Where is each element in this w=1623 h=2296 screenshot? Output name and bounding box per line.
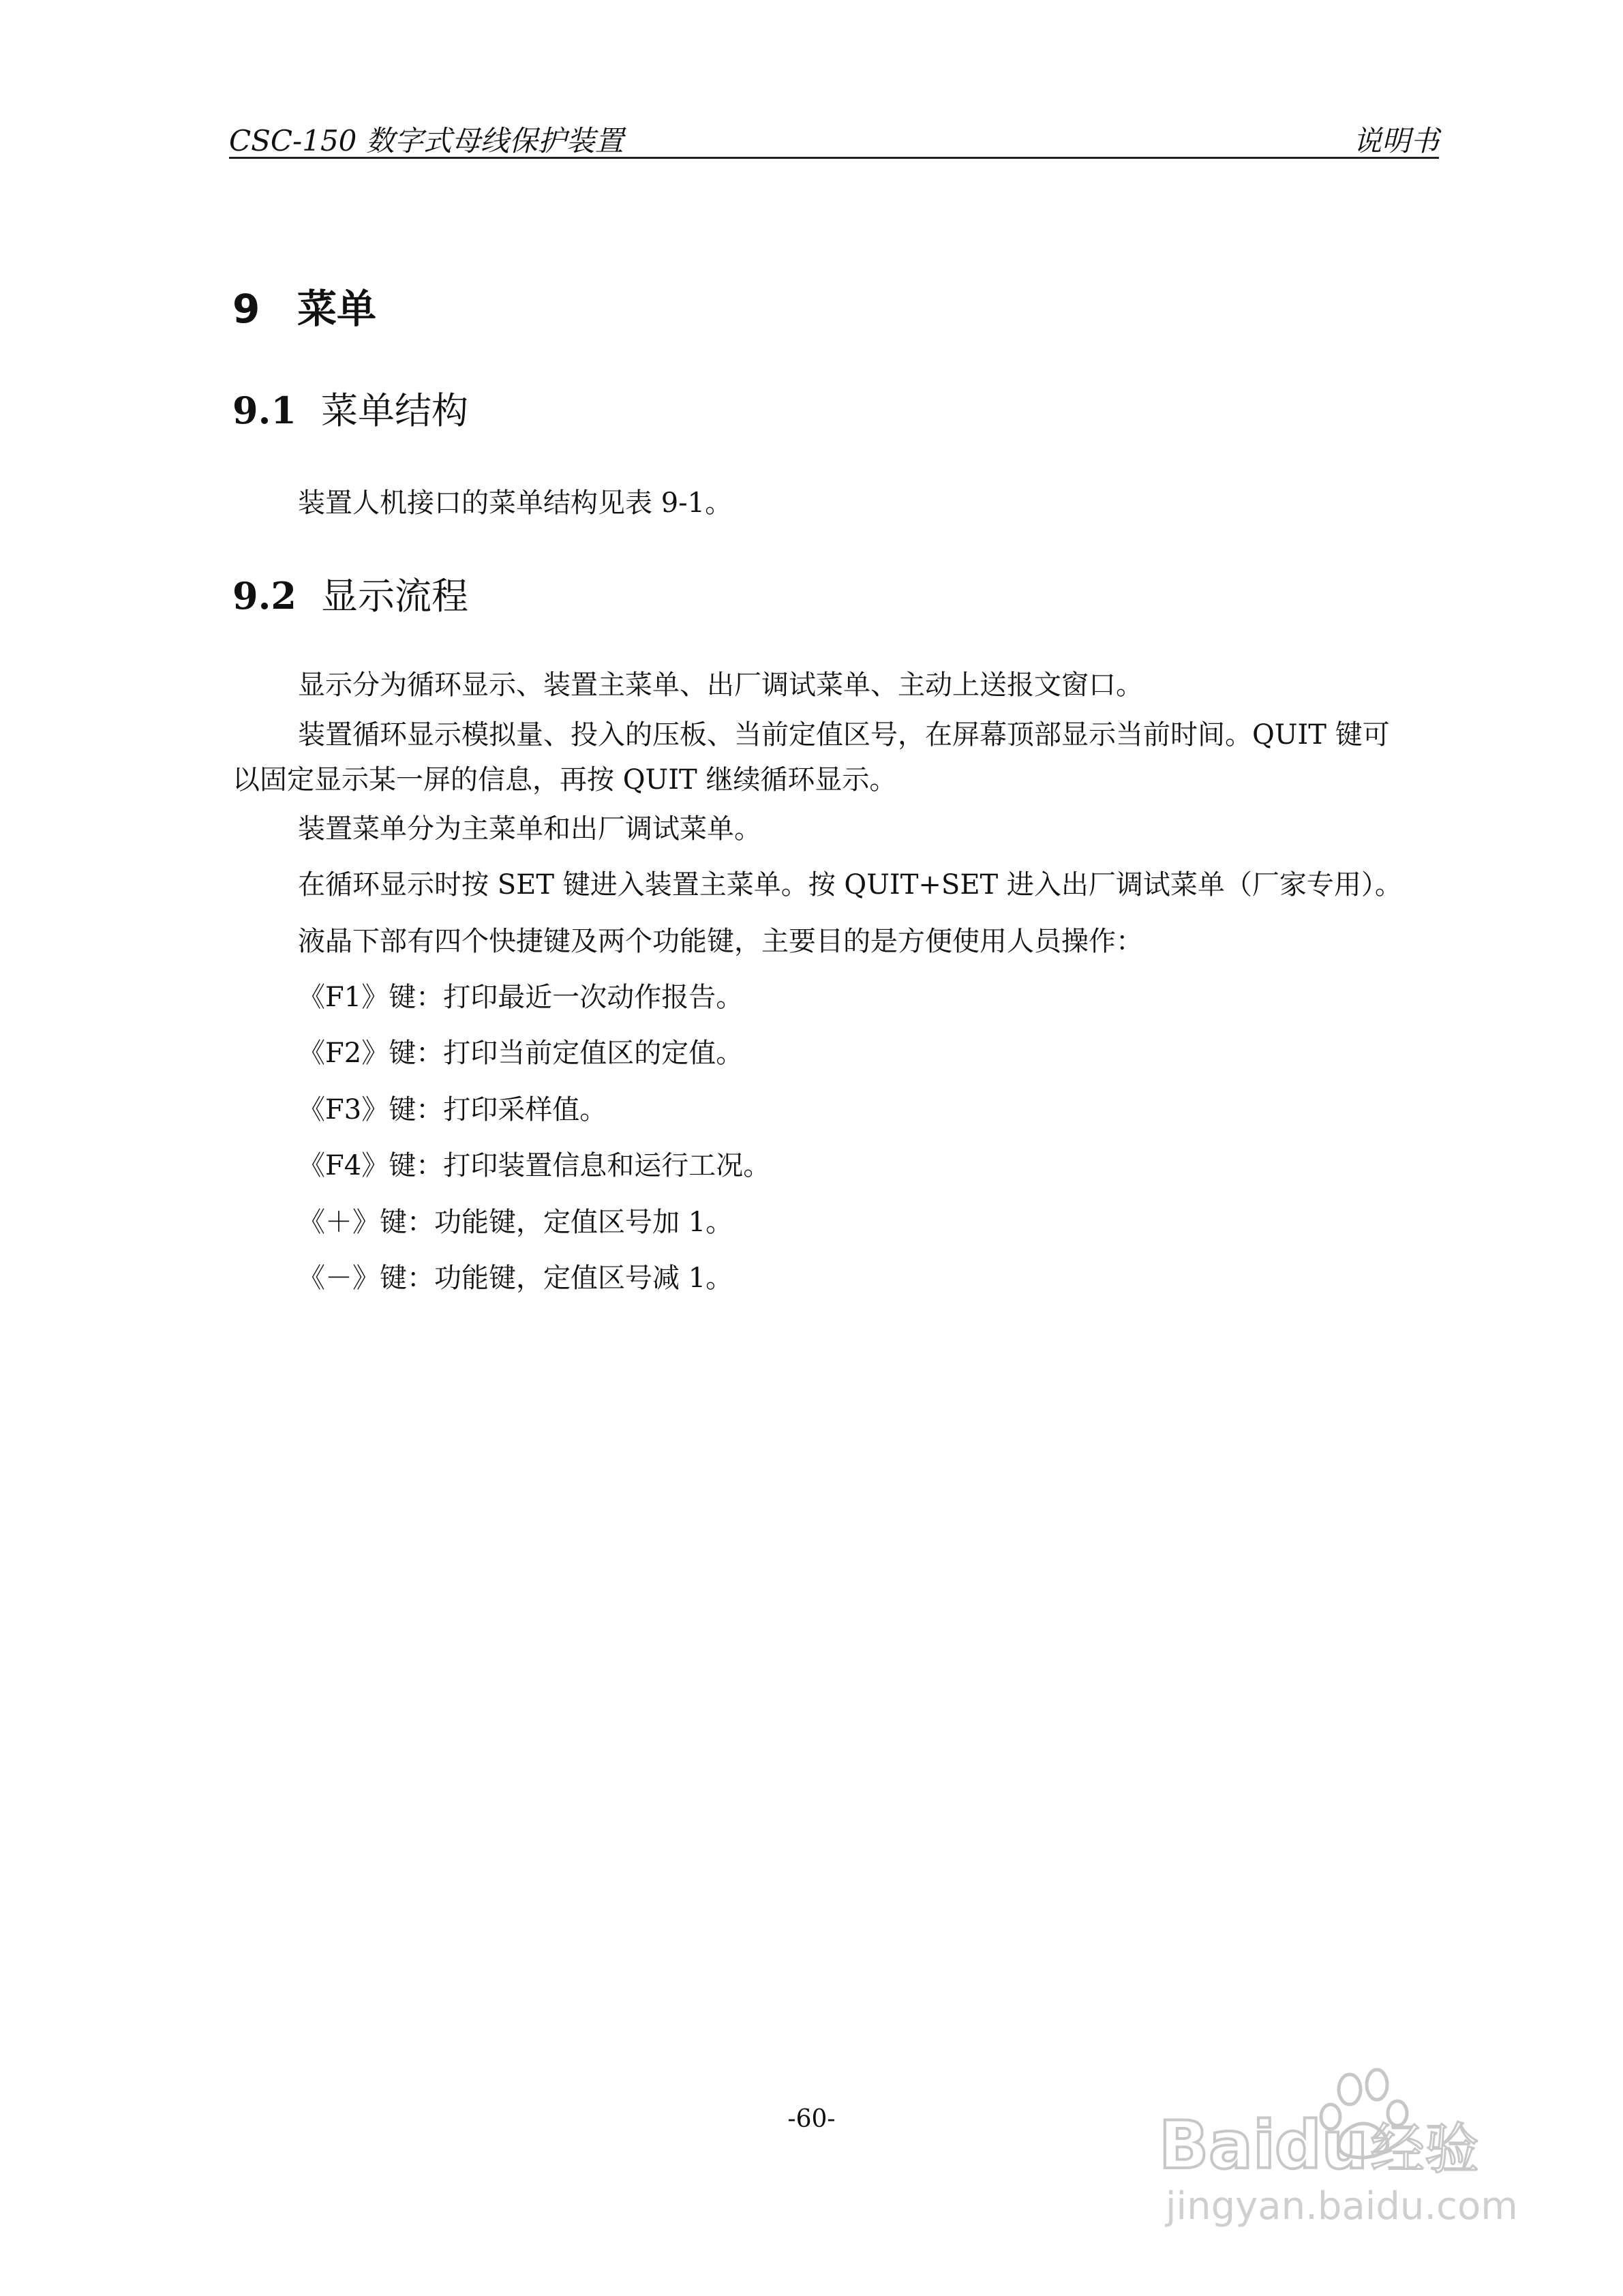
svg-text:经验: 经验 xyxy=(1370,2117,1479,2181)
key-description-f2: 《F2》键：打印当前定值区的定值。 xyxy=(298,1038,744,1069)
subsection-number: 9.2 xyxy=(232,574,297,618)
subsection-title: 显示流程 xyxy=(321,575,468,618)
paragraph: 在循环显示时按 SET 键进入装置主菜单。按 QUIT+SET 进入出厂调试菜单（厂家专用）。 xyxy=(298,869,1402,901)
paragraph-line: 以固定显示某一屏的信息，再按 QUIT 继续循环显示。 xyxy=(232,764,897,796)
subsection-title: 菜单结构 xyxy=(321,389,468,432)
svg-text:Bai: Bai xyxy=(1159,2107,1275,2184)
section-title: 菜单 xyxy=(297,286,377,332)
svg-text:jingyan.baidu.com: jingyan.baidu.com xyxy=(1166,2184,1518,2229)
section-number: 9 xyxy=(232,286,260,332)
paragraph: 液晶下部有四个快捷键及两个功能键，主要目的是方便使用人员操作： xyxy=(298,926,1143,957)
header-manual-label: 说明书 xyxy=(1352,124,1439,157)
baidu-watermark-logo xyxy=(1152,2066,1534,2229)
paragraph: 显示分为循环显示、装置主菜单、出厂调试菜单、主动上送报文窗口。 xyxy=(298,669,1143,701)
key-description-plus: 《＋》键：功能键，定值区号加 1。 xyxy=(298,1207,733,1238)
page-number: -60- xyxy=(787,2105,836,2133)
key-description-f4: 《F4》键：打印装置信息和运行工况。 xyxy=(298,1150,771,1181)
key-description-minus: 《－》键：功能键，定值区号减 1。 xyxy=(298,1263,733,1294)
page-header xyxy=(229,115,1439,159)
header-document-title: CSC-150 数字式母线保护装置 xyxy=(229,124,624,157)
svg-text:du: du xyxy=(1275,2107,1369,2184)
paragraph xyxy=(232,712,1439,802)
subsection-heading-9-2 xyxy=(232,567,468,620)
subsection-number: 9.1 xyxy=(232,389,297,432)
paragraph-line: 装置循环显示模拟量、投入的压板、当前定值区号，在屏幕顶部显示当前时间。QUIT 键可 xyxy=(298,719,1390,751)
section-heading xyxy=(232,277,376,334)
key-description-f1: 《F1》键：打印最近一次动作报告。 xyxy=(298,982,744,1013)
paragraph: 装置菜单分为主菜单和出厂调试菜单。 xyxy=(298,813,761,845)
key-description-f3: 《F3》键：打印采样值。 xyxy=(298,1094,607,1126)
paragraph: 装置人机接口的菜单结构见表 9-1。 xyxy=(298,487,733,519)
subsection-heading-9-1 xyxy=(232,382,468,434)
